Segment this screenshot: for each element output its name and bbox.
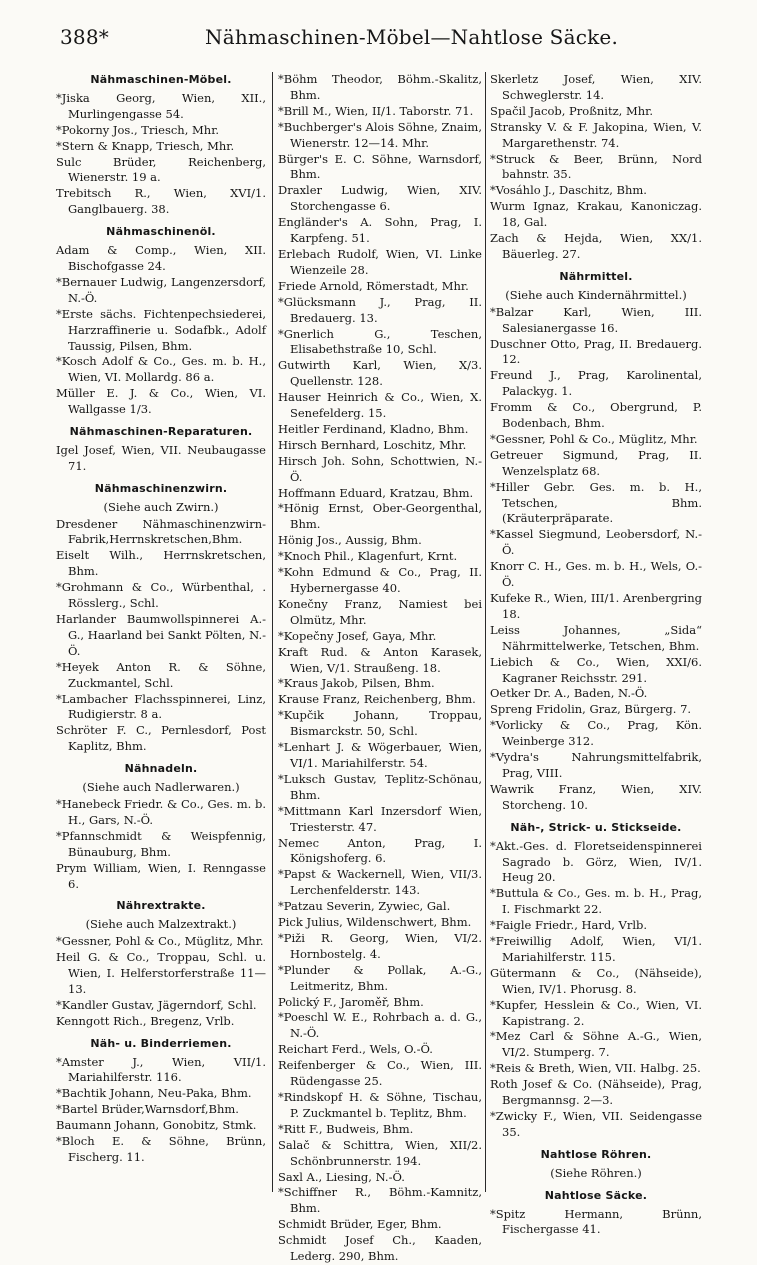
directory-entry: Prym William, Wien, I. Renngasse 6. — [56, 860, 266, 891]
directory-entry: Sulc Brüder, Reichenberg, Wienerstr. 19 a. — [56, 154, 266, 185]
directory-entry: *Kupčik Johann, Troppau, Bismarckstr. 50, Schl. — [278, 708, 482, 739]
section-heading: Nähnadeln. — [124, 762, 198, 776]
directory-entry: *Vydra's Nahrungsmittelfabrik, Prag, VIII. — [490, 750, 702, 780]
directory-entry: *Lenhart J. & Wögerbauer, Wien, VI/1. Mariahilferstr. 54. — [278, 740, 482, 770]
directory-entry: Gutwirth Karl, Wien, X/3. Quellenstr. 128. — [278, 358, 482, 389]
directory-entry: *Struck & Beer, Brünn, Nord bahnstr. 35. — [490, 151, 702, 182]
directory-entry: Baumann Johann, Gonobitz, Stmk. — [56, 1118, 257, 1133]
directory-entry: Schmidt Josef Ch., Kaaden, Lederg. 290, Bhm. — [278, 1233, 482, 1264]
directory-entry: *Glücksmann J., Prag, II. Bredauerg. 13. — [278, 294, 482, 325]
directory-entry: *Jiska Georg, Wien, XII., Murlingengasse 54. — [56, 90, 266, 121]
section-note: (Siehe auch Kindernährmittel.) — [505, 287, 687, 302]
directory-entry: Müller E. J. & Co., Wien, VI. Wallgasse 1/3. — [56, 386, 266, 417]
directory-entry: Leiss Johannes, „Sida“ Nährmittelwerke, Tetschen, Bhm. — [490, 622, 702, 653]
directory-entry: *Stern & Knapp, Triesch, Mhr. — [56, 138, 235, 153]
running-title: Nähmaschinen-Möbel—Nahtlose Säcke. — [205, 25, 619, 49]
directory-entry: Adam & Comp., Wien, XII. Bischofgasse 24. — [56, 243, 266, 273]
directory-entry: *Reis & Breth, Wien, VII. Halbg. 25. — [490, 1061, 701, 1076]
directory-entry: *Gnerlich G., Teschen, Elisabethstraße 10, Schl. — [278, 326, 482, 357]
directory-entry: *Bloch E. & Söhne, Brünn, Fischerg. 11. — [56, 1134, 266, 1164]
directory-entry: *Gessner, Pohl & Co., Müglitz, Mhr. — [56, 934, 264, 949]
directory-entry: Freund J., Prag, Karolinental, Palackyg. 1. — [490, 368, 702, 399]
directory-entry: *Bartel Brüder,Warnsdorf,Bhm. — [56, 1102, 239, 1117]
directory-entry: Hirsch Joh. Sohn, Schottwien, N.-Ö. — [278, 453, 482, 484]
directory-entry: Getreuer Sigmund, Prag, II. Wenzelsplatz 68. — [490, 447, 702, 478]
page-header — [0, 0, 757, 58]
directory-entry: *Grohmann & Co., Würbenthal, . Rösslerg., Schl. — [56, 580, 266, 611]
directory-entry: Krause Franz, Reichenberg, Bhm. — [278, 692, 476, 707]
directory-entry: *Hönig Ernst, Ober-Georgenthal, Bhm. — [278, 501, 482, 532]
directory-entry: Polický F., Jaroměř, Bhm. — [278, 994, 424, 1009]
directory-entry: Konečny Franz, Namiest bei Olmütz, Mhr. — [278, 596, 482, 627]
directory-entry: *Hanebeck Friedr. & Co., Ges. m. b. H., Gars, N.-Ö. — [56, 796, 266, 827]
section-heading: Nahtlose Röhren. — [540, 1147, 652, 1161]
column-2 — [278, 72, 482, 1264]
directory-entry: *Kosch Adolf & Co., Ges. m. b. H., Wien, VI. Mollardg. 86 a. — [56, 354, 266, 385]
directory-entry: Saxl A., Liesing, N.-Ö. — [278, 1169, 405, 1184]
directory-entry: *Plunder & Pollak, A.-G., Leitmeritz, Bhm. — [278, 962, 482, 993]
page-number: 388* — [60, 25, 109, 49]
column-rule — [485, 72, 486, 1192]
directory-entry: *Freiwillig Adolf, Wien, VI/1. Mariahilferstr. 115. — [490, 934, 702, 964]
section-heading: Nähmaschinenzwirn. — [94, 481, 228, 495]
directory-entry: *Poeschl W. E., Rohrbach a. d. G., N.-Ö. — [278, 1010, 482, 1041]
directory-entry: *Brill M., Wien, II/1. Taborstr. 71. — [278, 103, 474, 118]
directory-entry: Reifenberger & Co., Wien, III. Rüdengasse 25. — [278, 1058, 482, 1089]
directory-entry: *Spitz Hermann, Brünn, Fischergasse 41. — [490, 1206, 702, 1237]
directory-entry: *Kopečny Josef, Gaya, Mhr. — [278, 628, 437, 643]
directory-entry: Fromm & Co., Obergrund, P. Bodenbach, Bhm. — [490, 400, 702, 431]
directory-entry: Roth Josef & Co. (Nähseide), Prag, Bergmannsg. 2—3. — [490, 1077, 702, 1108]
directory-entry: Salač & Schittra, Wien, XII/2. Schönbrunnerstr. 194. — [278, 1137, 482, 1168]
column-rule — [272, 72, 273, 1192]
directory-entry: Hirsch Bernhard, Loschitz, Mhr. — [278, 437, 467, 452]
directory-entry: Friede Arnold, Römerstadt, Mhr. — [278, 278, 469, 293]
section-note: (Siehe auch Zwirn.) — [103, 499, 219, 514]
directory-entry: Schröter F. C., Pernlesdorf, Post Kaplitz, Bhm. — [56, 723, 266, 754]
directory-entry: Eiselt Wilh., Herrnskretschen, Bhm. — [56, 548, 266, 579]
directory-entry: *Kraus Jakob, Pilsen, Bhm. — [278, 676, 435, 691]
directory-entry: *Bernauer Ludwig, Langenzersdorf, N.-Ö. — [56, 274, 266, 305]
directory-entry: Heil G. & Co., Troppau, Schl. u. Wien, I. Helferstorferstraße 11—13. — [56, 950, 266, 996]
directory-entry: *Kohn Edmund & Co., Prag, II. Hybernergasse 40. — [278, 565, 482, 595]
directory-entry: *Erste sächs. Fichtenpechsiederei, Harzraffinerie u. Sodafbk., Adolf Taussig, Pilsen, Bhm. — [56, 306, 266, 353]
directory-entry: Pick Julius, Wildenschwert, Bhm. — [278, 915, 472, 930]
directory-entry: Draxler Ludwig, Wien, XIV. Storchengasse 6. — [278, 183, 482, 214]
section-heading: Nährmittel. — [559, 269, 633, 283]
section-heading: Näh-, Strick- u. Stickseide. — [510, 820, 682, 834]
directory-entry: *Piži R. Georg, Wien, VI/2. Hornbostelg. 4. — [278, 930, 482, 961]
directory-entry: *Akt.-Ges. d. Floretseidenspinnerei Sagrado b. Görz, Wien, IV/1. Heug 20. — [490, 838, 702, 885]
column-1 — [56, 72, 266, 1193]
directory-entry: Zach & Hejda, Wien, XX/1. Bäuerleg. 27. — [490, 231, 702, 261]
directory-entry: Harlander Baumwollspinnerei A.-G., Haarland bei Sankt Pölten, N.-Ö. — [56, 612, 266, 658]
directory-entry: Oetker Dr. A., Baden, N.-Ö. — [490, 686, 648, 701]
directory-entry: Hoffmann Eduard, Kratzau, Bhm. — [278, 485, 474, 500]
section-heading: Nährextrakte. — [116, 899, 206, 913]
directory-entry: Kenngott Rich., Bregenz, Vrlb. — [56, 1013, 235, 1028]
directory-entry: *Rindskopf H. & Söhne, Tischau, P. Zuckmantel b. Teplitz, Bhm. — [278, 1090, 482, 1120]
directory-entry: Wurm Ignaz, Krakau, Kanoniczag. 18, Gal. — [490, 199, 702, 230]
directory-entry: Engländer's A. Sohn, Prag, I. Karpfeng. 51. — [278, 215, 482, 246]
directory-entry: *Pfannschmidt & Weispfennig, Bünauburg, Bhm. — [56, 828, 266, 859]
directory-entry: Liebich & Co., Wien, XXI/6. Kagraner Reichsstr. 291. — [490, 654, 702, 685]
directory-entry: *Vosáhlo J., Daschitz, Bhm. — [490, 183, 647, 198]
directory-entry: *Faigle Friedr., Hard, Vrlb. — [490, 918, 648, 933]
directory-entry: *Kandler Gustav, Jägerndorf, Schl. — [56, 997, 257, 1012]
directory-entry: Dresdener Nähmaschinenzwirn-Fabrik,Herrnskretschen,Bhm. — [56, 516, 266, 547]
directory-entry: Nemec Anton, Prag, I. Königshoferg. 6. — [278, 835, 482, 866]
directory-entry: *Zwicky F., Wien, VII. Seidengasse 35. — [490, 1109, 702, 1139]
directory-entry: Hönig Jos., Aussig, Bhm. — [278, 533, 422, 548]
section-heading: Nähmaschinen-Möbel. — [90, 73, 232, 86]
directory-entry: *Amster J., Wien, VII/1. Mariahilferstr. 116. — [56, 1054, 266, 1085]
directory-entry: *Gessner, Pohl & Co., Müglitz, Mhr. — [490, 431, 698, 446]
directory-entry: *Balzar Karl, Wien, III. Salesianergasse 16. — [490, 304, 702, 335]
directory-entry: Kraft Rud. & Anton Karasek, Wien, V/1. Straußeng. 18. — [278, 644, 482, 675]
directory-entry: Hauser Heinrich & Co., Wien, X. Senefelderg. 15. — [278, 390, 482, 421]
section-heading: Nahtlose Säcke. — [544, 1188, 648, 1202]
section-heading: Nähmaschinenöl. — [106, 225, 216, 239]
directory-entry: Knorr C. H., Ges. m. b. H., Wels, O.-Ö. — [490, 559, 702, 590]
directory-entry: *Knoch Phil., Klagenfurt, Krnt. — [278, 549, 458, 564]
directory-entry: Duschner Otto, Prag, II. Bredauerg. 12. — [490, 336, 702, 367]
directory-entry: *Bachtik Johann, Neu-Paka, Bhm. — [56, 1086, 252, 1101]
directory-entry: Igel Josef, Wien, VII. Neubaugasse 71. — [56, 442, 266, 473]
directory-entry: Heitler Ferdinand, Kladno, Bhm. — [278, 421, 469, 436]
directory-entry: *Patzau Severin, Zywiec, Gal. — [278, 899, 451, 914]
section-note: (Siehe auch Malzextrakt.) — [85, 917, 237, 932]
directory-entry: *Lambacher Flachsspinnerei, Linz, Rudigierstr. 8 a. — [56, 691, 266, 722]
directory-entry: Wawrik Franz, Wien, XIV. Storcheng. 10. — [490, 781, 702, 812]
directory-entry: Erlebach Rudolf, Wien, VI. Linke Wienzeile 28. — [278, 246, 482, 277]
directory-entry: *Vorlicky & Co., Prag, Kön. Weinberge 312. — [490, 718, 702, 749]
directory-entry: Trebitsch R., Wien, XVI/1. Ganglbauerg. 38. — [56, 186, 266, 217]
section-heading: Nähmaschinen-Reparaturen. — [69, 425, 253, 439]
directory-entry: Spreng Fridolin, Graz, Bürgerg. 7. — [490, 702, 692, 717]
directory-entry: *Böhm Theodor, Böhm.-Skalitz, Bhm. — [278, 72, 482, 102]
directory-entry: *Mez Carl & Söhne A.-G., Wien, VI/2. Stumperg. 7. — [490, 1029, 702, 1060]
directory-entry: Kufeke R., Wien, III/1. Arenbergring 18. — [490, 591, 702, 621]
directory-entry: *Heyek Anton R. & Söhne, Zuckmantel, Schl. — [56, 659, 266, 690]
directory-entry: *Papst & Wackernell, Wien, VII/3. Lerchenfelderstr. 143. — [278, 867, 482, 898]
directory-entry: *Kassel Siegmund, Leobersdorf, N.-Ö. — [490, 527, 702, 558]
directory-entry: Schmidt Brüder, Eger, Bhm. — [278, 1217, 442, 1232]
directory-entry: Bürger's E. C. Söhne, Warnsdorf, Bhm. — [278, 151, 482, 182]
directory-entry: Skerletz Josef, Wien, XIV. Schweglerstr. 14. — [490, 72, 702, 102]
directory-entry: *Kupfer, Hesslein & Co., Wien, VI. Kapistrang. 2. — [490, 997, 702, 1028]
directory-entry: *Buchberger's Alois Söhne, Znaim, Wienerstr. 12—14. Mhr. — [278, 119, 482, 150]
directory-entry: Spačil Jacob, Proßnitz, Mhr. — [490, 103, 654, 118]
directory-entry: Gütermann & Co., (Nähseide), Wien, IV/1. Phorusg. 8. — [490, 965, 702, 996]
section-note: (Siehe auch Nadlerwaren.) — [82, 780, 240, 795]
section-note: (Siehe Röhren.) — [550, 1165, 642, 1180]
directory-entry: *Luksch Gustav, Teplitz-Schönau, Bhm. — [278, 771, 482, 802]
directory-entry: Stransky V. & F. Jakopina, Wien, V. Margarethenstr. 74. — [490, 119, 702, 150]
directory-entry: Reichart Ferd., Wels, O.-Ö. — [278, 1042, 433, 1057]
directory-entry: *Mittmann Karl Inzersdorf Wien, Triesterstr. 47. — [278, 803, 482, 834]
directory-entry: *Hiller Gebr. Ges. m. b. H., Tetschen, Bhm. (Kräuterpräparate. — [490, 479, 702, 526]
directory-entry: *Buttula & Co., Ges. m. b. H., Prag, I. Fischmarkt 22. — [490, 886, 702, 917]
directory-entry: *Schiffner R., Böhm.-Kamnitz, Bhm. — [278, 1185, 482, 1216]
column-3 — [490, 72, 702, 1237]
directory-entry: *Pokorny Jos., Triesch, Mhr. — [56, 122, 220, 137]
directory-entry: *Ritt F., Budweis, Bhm. — [278, 1121, 414, 1136]
section-heading: Näh- u. Binderriemen. — [90, 1036, 232, 1050]
